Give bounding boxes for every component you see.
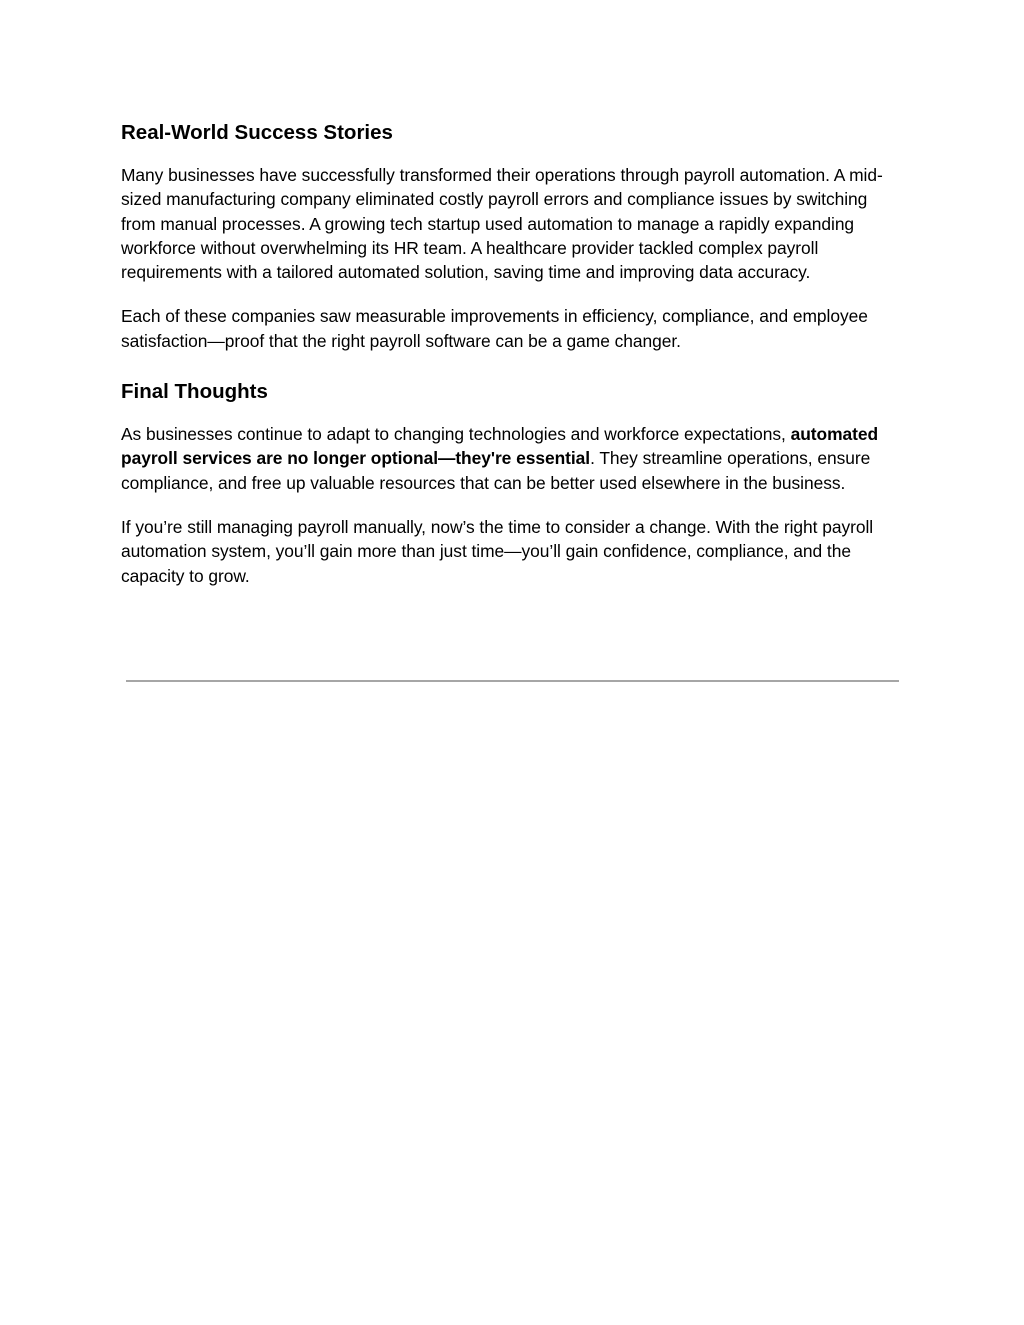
horizontal-divider [126,680,899,682]
section-heading-final-thoughts: Final Thoughts [121,380,268,404]
final-thoughts-paragraph-2: If you’re still managing payroll manually, now’s the time to consider a change. With the right payroll automation system, you’ll gain more than just time—you’ll gain confidence, compliance, and the capacity to grow. [121,516,874,586]
final-thoughts-text-before: As businesses continue to adapt to changing technologies and workforce expectations, [121,424,791,445]
document-body [121,118,906,588]
success-stories-paragraph-1: Many businesses have successfully transformed their operations through payroll automation. A mid-sized manufacturing company eliminated costly payroll errors and compliance issues by switching from manual processes. A growing tech startup used automation to manage a rapidly expanding workforce without overwhelming its HR team. A healthcare provider tackled complex payroll requirements with a tailored automated solution, saving time and improving data accuracy. [121,165,883,283]
final-thoughts-paragraph-1 [121,422,906,495]
final-thoughts-bold-statement: automated payroll services are no longer optional—they're essential [121,424,879,469]
final-thoughts-text-after: . They streamline operations, ensure compliance, and free up valuable resources that can be better used elsewhere in the business. [121,448,871,493]
success-stories-paragraph-2: Each of these companies saw measurable improvements in efficiency, compliance, and employee satisfaction—proof that the right payroll software can be a game changer. [121,306,868,351]
section-heading-success-stories: Real-World Success Stories [121,121,393,144]
